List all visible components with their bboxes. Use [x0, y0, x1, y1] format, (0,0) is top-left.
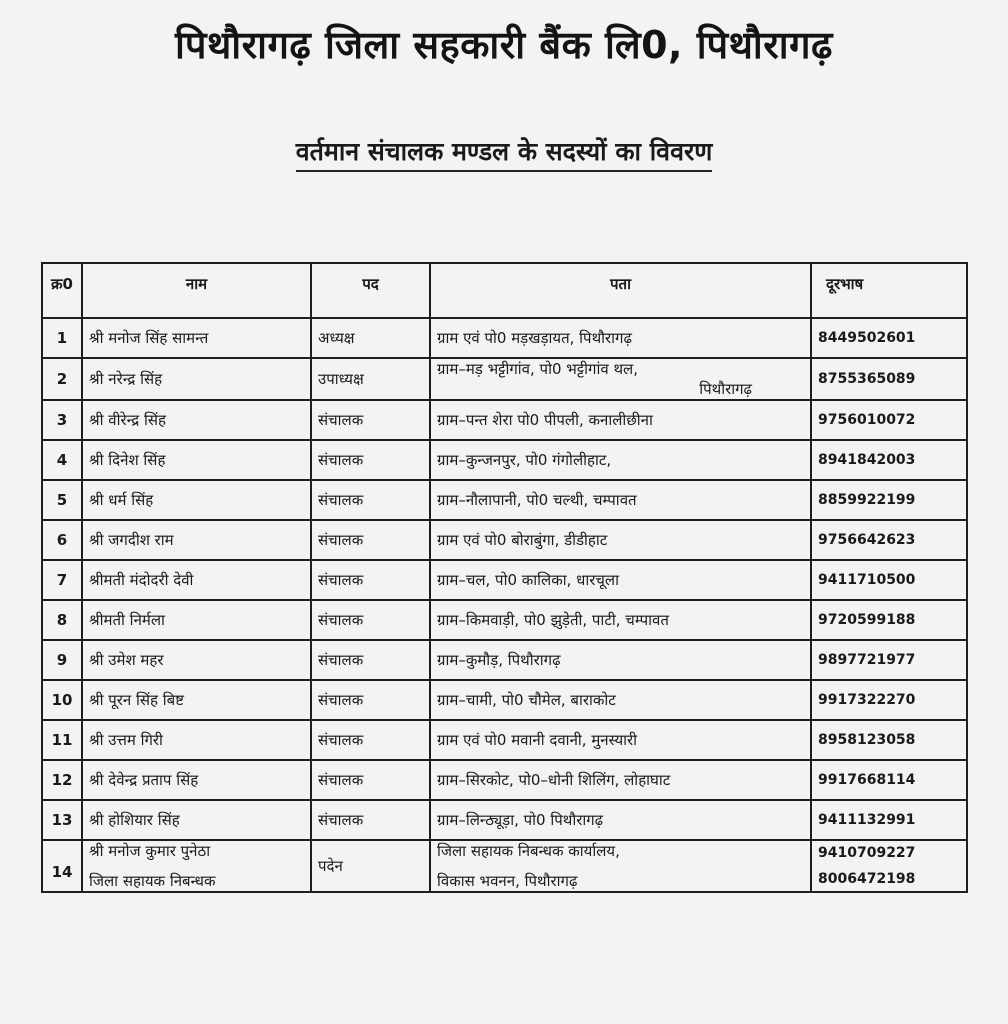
phone-line-1: 9410709227: [818, 845, 916, 861]
cell-sn: 9: [42, 640, 82, 680]
table-header-row: [42, 263, 967, 318]
table-row: [42, 640, 967, 680]
table-row: [42, 400, 967, 440]
cell-name: श्री दिनेश सिंह: [82, 440, 311, 480]
table-row: [42, 600, 967, 640]
table-row: [42, 680, 967, 720]
cell-name: श्री जगदीश राम: [82, 520, 311, 560]
address-line-1: ग्राम–मड़ भट्टीगांव, पो0 भट्टीगांव थल,: [437, 360, 638, 378]
cell-phone: 9756642623: [811, 520, 967, 560]
cell-address: [430, 358, 811, 400]
cell-post: संचालक: [311, 680, 430, 720]
address-line-2: विकास भवनन, पिथौरागढ़: [437, 872, 578, 890]
cell-name: श्री देवेन्द्र प्रताप सिंह: [82, 760, 311, 800]
cell-post: संचालक: [311, 480, 430, 520]
cell-sn: 11: [42, 720, 82, 760]
cell-sn: 13: [42, 800, 82, 840]
cell-post: संचालक: [311, 400, 430, 440]
cell-sn: 14: [42, 840, 82, 892]
page-subtitle: [0, 134, 1008, 168]
cell-name: श्रीमती निर्मला: [82, 600, 311, 640]
cell-phone: 8755365089: [811, 358, 967, 400]
cell-phone: 9756010072: [811, 400, 967, 440]
col-header-post: पद: [311, 263, 430, 318]
table-row: [42, 560, 967, 600]
cell-sn: 2: [42, 358, 82, 400]
cell-name: श्री होशियार सिंह: [82, 800, 311, 840]
cell-address: ग्राम एवं पो0 मड़खड़ायत, पिथौरागढ़: [430, 318, 811, 358]
name-line-2: जिला सहायक निबन्धक: [89, 872, 216, 890]
col-header-name: नाम: [82, 263, 311, 318]
cell-address: ग्राम–लिन्ठ्यूड़ा, पो0 पिथौरागढ़: [430, 800, 811, 840]
cell-phone: 9720599188: [811, 600, 967, 640]
cell-name: श्री उत्तम गिरी: [82, 720, 311, 760]
cell-address: ग्राम–किमवाड़ी, पो0 झुड़ेती, पाटी, चम्पावत: [430, 600, 811, 640]
cell-post: संचालक: [311, 440, 430, 480]
cell-phone: 9897721977: [811, 640, 967, 680]
cell-name: श्री धर्म सिंह: [82, 480, 311, 520]
cell-address: ग्राम–सिरकोट, पो0–धोनी शिलिंग, लोहाघाट: [430, 760, 811, 800]
cell-phone: 9411710500: [811, 560, 967, 600]
table-row: [42, 440, 967, 480]
cell-post: संचालक: [311, 600, 430, 640]
cell-post: उपाध्यक्ष: [311, 358, 430, 400]
cell-name: श्री वीरेन्द्र सिंह: [82, 400, 311, 440]
cell-phone: [811, 840, 967, 892]
cell-sn: 6: [42, 520, 82, 560]
cell-post: अध्यक्ष: [311, 318, 430, 358]
cell-post: संचालक: [311, 640, 430, 680]
cell-sn: 7: [42, 560, 82, 600]
cell-address: ग्राम–चल, पो0 कालिका, धारचूला: [430, 560, 811, 600]
cell-name: [82, 840, 311, 892]
table-row: [42, 520, 967, 560]
cell-name: श्री नरेन्द्र सिंह: [82, 358, 311, 400]
col-header-sn: क्र0: [42, 263, 82, 318]
address-line-1: जिला सहायक निबन्धक कार्यालय,: [437, 842, 620, 860]
cell-address: [430, 840, 811, 892]
cell-post: संचालक: [311, 800, 430, 840]
phone-line-2: 8006472198: [818, 871, 916, 887]
name-line-1: श्री मनोज कुमार पुनेठा: [89, 842, 211, 860]
cell-sn: 5: [42, 480, 82, 520]
cell-post: संचालक: [311, 520, 430, 560]
cell-address: ग्राम–चामी, पो0 चौमेल, बाराकोट: [430, 680, 811, 720]
cell-sn: 12: [42, 760, 82, 800]
cell-name: श्री पूरन सिंह बिष्ट: [82, 680, 311, 720]
cell-sn: 1: [42, 318, 82, 358]
cell-sn: 3: [42, 400, 82, 440]
cell-address: ग्राम–पन्त शेरा पो0 पीपली, कनालीछीना: [430, 400, 811, 440]
cell-phone: 8941842003: [811, 440, 967, 480]
table-row: [42, 840, 967, 892]
table-row: [42, 760, 967, 800]
table-row: [42, 358, 967, 400]
cell-name: श्रीमती मंदोदरी देवी: [82, 560, 311, 600]
subtitle-text: वर्तमान संचालक मण्डल के सदस्यों का विवरण: [296, 137, 713, 172]
table-row: [42, 800, 967, 840]
cell-name: श्री मनोज सिंह सामन्त: [82, 318, 311, 358]
cell-address: ग्राम–कुन्जनपुर, पो0 गंगोलीहाट,: [430, 440, 811, 480]
cell-phone: 9411132991: [811, 800, 967, 840]
cell-post: संचालक: [311, 760, 430, 800]
cell-phone: 8958123058: [811, 720, 967, 760]
cell-sn: 4: [42, 440, 82, 480]
cell-phone: 9917322270: [811, 680, 967, 720]
address-line-2: पिथौरागढ़: [699, 380, 752, 398]
col-header-phone: दूरभाष: [811, 263, 967, 318]
cell-address: ग्राम एवं पो0 मवानी दवानी, मुनस्यारी: [430, 720, 811, 760]
cell-post: संचालक: [311, 560, 430, 600]
cell-post: पदेन: [311, 840, 430, 892]
cell-phone: 8859922199: [811, 480, 967, 520]
cell-phone: 9917668114: [811, 760, 967, 800]
table-row: [42, 318, 967, 358]
table-row: [42, 720, 967, 760]
col-header-address: पता: [430, 263, 811, 318]
members-table: [41, 262, 968, 893]
cell-address: ग्राम–नौलापानी, पो0 चल्थी, चम्पावत: [430, 480, 811, 520]
cell-post: संचालक: [311, 720, 430, 760]
cell-address: ग्राम एवं पो0 बोराबुंगा, डीडीहाट: [430, 520, 811, 560]
cell-sn: 8: [42, 600, 82, 640]
cell-name: श्री उमेश महर: [82, 640, 311, 680]
table-row: [42, 480, 967, 520]
cell-phone: 8449502601: [811, 318, 967, 358]
bank-title: पिथौरागढ़ जिला सहकारी बैंक लि0, पिथौरागढ़: [175, 23, 833, 67]
cell-sn: 10: [42, 680, 82, 720]
cell-address: ग्राम–कुमौड़, पिथौरागढ़: [430, 640, 811, 680]
